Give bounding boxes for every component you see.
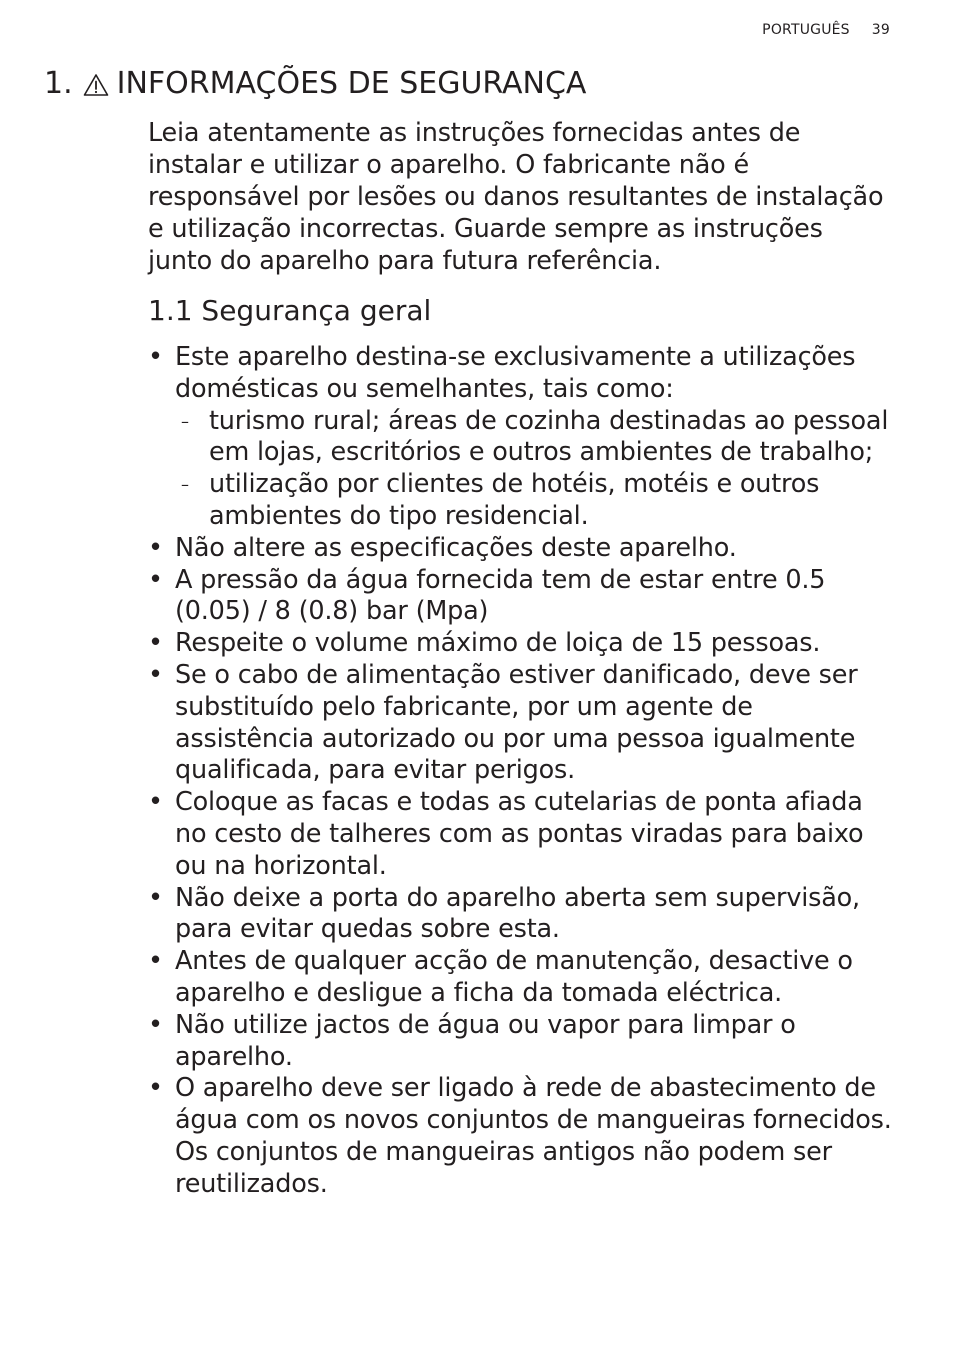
bullet-text: Respeite o volume máximo de loiça de 15 pessoas.: [175, 628, 821, 659]
section-intro: Leia atentamente as instruções fornecidas antes de instalar e utilizar o aparelho. O fabricante não é responsável por lesões ou danos resultantes de instalação e utilização incorrectas. Guarde sempre as instruções junto do aparelho para futura referência.: [148, 118, 884, 276]
header-language: PORTUGUÊS: [762, 22, 850, 38]
sub-bullet-list: [175, 406, 898, 533]
bullet-item: [148, 342, 898, 533]
sub-bullet-text: utilização por clientes de hotéis, motéis e outros ambientes do tipo residencial.: [209, 469, 820, 531]
bullet-item: [148, 946, 898, 1010]
bullet-dot: •: [148, 659, 163, 690]
section-title-text: INFORMAÇÕES DE SEGURANÇA: [116, 66, 587, 101]
bullet-text: Coloque as facas e todas as cutelarias de ponta afiada no cesto de talheres com as pontas viradas para baixo ou na horizontal.: [175, 787, 864, 881]
sub-bullet-dash: –: [181, 411, 189, 431]
page-number: 39: [871, 22, 890, 38]
bullet-item: [148, 883, 898, 947]
bullet-dot: •: [148, 1073, 163, 1104]
bullet-dot: •: [148, 628, 163, 659]
bullet-dot: •: [148, 1009, 163, 1040]
bullet-text: O aparelho deve ser ligado à rede de abastecimento de água com os novos conjuntos de mangueiras fornecidos. Os conjuntos de mangueiras antigos não podem ser reutilizados.: [175, 1073, 892, 1199]
bullet-text: Não utilize jactos de água ou vapor para limpar o aparelho.: [175, 1009, 796, 1072]
bullet-text: Este aparelho destina-se exclusivamente a utilizações domésticas ou semelhantes, tais como:: [175, 342, 856, 404]
sub-bullet-item: [175, 406, 898, 470]
bullet-dot: •: [148, 946, 163, 977]
bullet-text: Não deixe a porta do aparelho aberta sem supervisão, para evitar quedas sobre esta.: [175, 882, 860, 945]
bullet-text: A pressão da água fornecida tem de estar entre 0.5 (0.05) / 8 (0.8) bar (Mpa): [175, 564, 826, 627]
safety-bullet-list: [148, 342, 898, 1201]
bullet-item: [148, 533, 898, 565]
page-header: [762, 22, 890, 38]
sub-bullet-text: turismo rural; áreas de cozinha destinadas ao pessoal em lojas, escritórios e outros ambientes de trabalho;: [209, 405, 889, 468]
warning-triangle-icon: [83, 70, 109, 94]
subsection-title: 1.1 Segurança geral: [148, 294, 432, 327]
bullet-dot: •: [148, 564, 163, 595]
bullet-item: [148, 787, 898, 882]
bullet-text: Antes de qualquer acção de manutenção, desactive o aparelho e desligue a ficha da tomada eléctrica.: [175, 946, 853, 1008]
bullet-text: Se o cabo de alimentação estiver danificado, deve ser substituído pelo fabricante, por um agente de assistência autorizado ou por uma pessoa igualmente qualificada, para evitar perigos.: [175, 659, 858, 786]
bullet-item: [148, 1010, 898, 1074]
bullet-item: [148, 628, 898, 660]
section-title: [44, 66, 586, 101]
sub-bullet-dash: –: [181, 475, 189, 495]
bullet-dot: •: [148, 787, 163, 818]
bullet-item: [148, 1073, 898, 1200]
bullet-dot: •: [148, 882, 163, 913]
bullet-dot: •: [148, 342, 163, 372]
sub-bullet-item: [175, 469, 898, 533]
bullet-text: Não altere as especificações deste aparelho.: [175, 532, 737, 563]
bullet-item: [148, 660, 898, 787]
bullet-dot: •: [148, 532, 163, 563]
section-number: 1.: [44, 66, 73, 101]
bullet-item: [148, 565, 898, 629]
